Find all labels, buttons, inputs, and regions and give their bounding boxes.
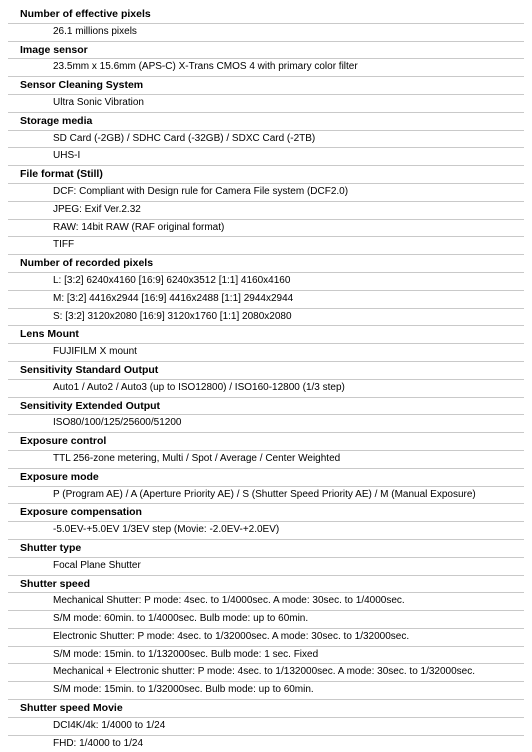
spec-value-row: Focal Plane Shutter: [53, 559, 141, 571]
spec-section: [8, 700, 524, 752]
spec-section-header: Exposure mode: [8, 469, 524, 487]
spec-section: [8, 576, 524, 701]
spec-value-row: P (Program AE) / A (Aperture Priority AE) / S (Shutter Speed Priority AE) / M (Manual Exposure): [53, 488, 476, 500]
spec-value-row: DCF: Compliant with Design rule for Camera File system (DCF2.0): [8, 184, 524, 202]
spec-value-row: 23.5mm x 15.6mm (APS-C) X-Trans CMOS 4 with primary color filter: [53, 61, 358, 73]
spec-value-row: RAW: 14bit RAW (RAF original format): [8, 220, 524, 238]
spec-section-header: Shutter speed Movie: [8, 700, 524, 718]
spec-value-row: M: [3:2] 4416x2944 [16:9] 4416x2488 [1:1] 2944x2944: [8, 291, 524, 309]
spec-section-header: Number of recorded pixels: [8, 255, 524, 273]
spec-section: [8, 433, 524, 469]
spec-value-row: FHD: 1/4000 to 1/24: [53, 737, 144, 749]
spec-section-header: Storage media: [8, 113, 524, 131]
spec-section: [8, 166, 524, 255]
spec-value-row: ISO80/100/125/25600/51200: [53, 417, 182, 429]
spec-value-row: S/M mode: 60min. to 1/4000sec. Bulb mode: up to 60min.: [8, 611, 524, 629]
spec-section-header: File format (Still): [8, 166, 524, 184]
spec-section: [8, 469, 524, 505]
spec-section-header: Shutter type: [8, 540, 524, 558]
spec-section: [8, 540, 524, 576]
spec-value-row: UHS-I: [53, 150, 81, 162]
spec-section: [8, 42, 524, 78]
spec-section-header: Lens Mount: [8, 326, 524, 344]
spec-value-row: S/M mode: 15min. to 1/32000sec. Bulb mode: up to 60min.: [53, 684, 314, 696]
spec-section: [8, 504, 524, 540]
spec-value-row: FUJIFILM X mount: [53, 346, 137, 358]
spec-value-row: Auto1 / Auto2 / Auto3 (up to ISO12800) / ISO160-12800 (1/3 step): [53, 381, 345, 393]
spec-section-header: Shutter speed: [8, 576, 524, 594]
spec-section-header: Sensitivity Standard Output: [8, 362, 524, 380]
spec-value-row: L: [3:2] 6240x4160 [16:9] 6240x3512 [1:1] 4160x4160: [8, 273, 524, 291]
spec-value-row: TTL 256-zone metering, Multi / Spot / Average / Center Weighted: [53, 452, 341, 464]
spec-section: [8, 255, 524, 326]
spec-value-row: DCI4K/4k: 1/4000 to 1/24: [8, 718, 524, 736]
spec-section: [8, 6, 524, 42]
spec-value-row: S/M mode: 15min. to 1/132000sec. Bulb mode: 1 sec. Fixed: [8, 647, 524, 665]
spec-section: [8, 398, 524, 434]
spec-section-header: Sensor Cleaning System: [8, 77, 524, 95]
spec-value-row: Electronic Shutter: P mode: 4sec. to 1/32000sec. A mode: 30sec. to 1/32000sec.: [8, 629, 524, 647]
spec-section: [8, 362, 524, 398]
spec-section-header: Exposure compensation: [8, 504, 524, 522]
spec-sections: [8, 6, 524, 752]
spec-section-header: Sensitivity Extended Output: [8, 398, 524, 416]
spec-section: [8, 77, 524, 113]
spec-value-row: Mechanical + Electronic shutter: P mode: 4sec. to 1/132000sec. A mode: 30sec. to 1/32000sec.: [8, 664, 524, 682]
spec-value-row: S: [3:2] 3120x2080 [16:9] 3120x1760 [1:1] 2080x2080: [53, 310, 292, 322]
spec-value-row: -5.0EV-+5.0EV 1/3EV step (Movie: -2.0EV-+2.0EV): [53, 524, 280, 536]
spec-section: [8, 326, 524, 362]
spec-value-row: JPEG: Exif Ver.2.32: [8, 202, 524, 220]
spec-section-header: Exposure control: [8, 433, 524, 451]
spec-value-row: 26.1 millions pixels: [53, 25, 137, 37]
spec-section: [8, 113, 524, 166]
spec-section-header: Number of effective pixels: [8, 6, 524, 24]
spec-value-row: TIFF: [53, 239, 75, 251]
spec-section-header: Image sensor: [8, 42, 524, 60]
spec-value-row: Mechanical Shutter: P mode: 4sec. to 1/4000sec. A mode: 30sec. to 1/4000sec.: [8, 593, 524, 611]
spec-value-row: Ultra Sonic Vibration: [53, 96, 144, 108]
spec-value-row: SD Card (-2GB) / SDHC Card (-32GB) / SDXC Card (-2TB): [8, 131, 524, 149]
